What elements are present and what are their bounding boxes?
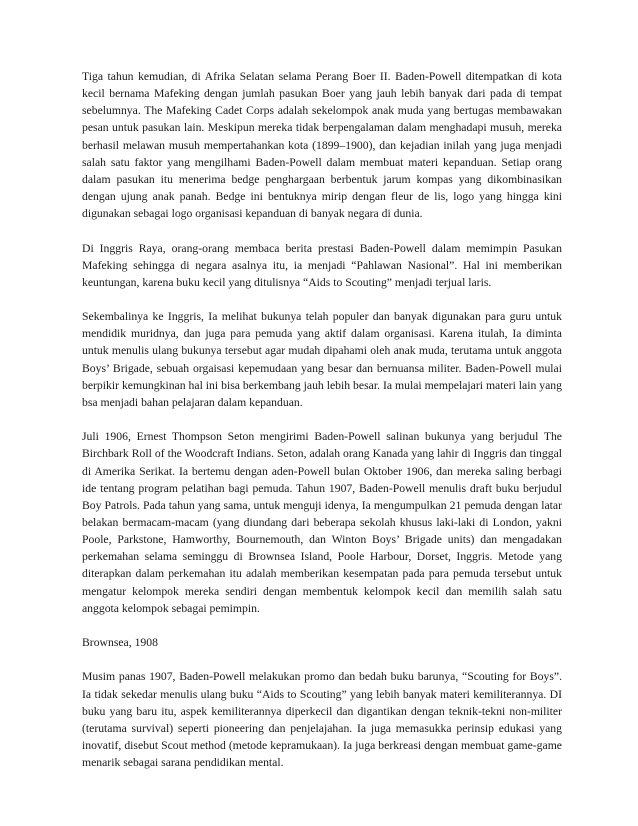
paragraph-return-to-england: Sekembalinya ke Inggris, Ia melihat bukunya telah populer dan banyak digunakan para guru untuk mendidik muridnya, dan juga para pemuda yang aktif dalam organisasi. Karena itulah, Ia diminta untuk menulis ulang bukunya tersebut agar mudah dipahami oleh anak muda, terutama untuk anggota Boys’ Brigade, sebuah orgaisasi kepemudaan yang besar dan bernuansa militer. Baden-Powell mulai berpikir kemungkinan hal ini bisa berkembang jauh lebih besar. Ia mulai mempelajari materi lain yang bsa menjadi bahan pelajaran dalam kepanduan. bbox=[82, 310, 562, 409]
document-page bbox=[82, 68, 562, 788]
paragraph-scouting-for-boys: Musim panas 1907, Baden-Powell melakukan promo dan bedah buku barunya, “Scouting for Boys”. Ia tidak sekedar menulis ulang buku “Aids to Scouting” yang lebih banyak materi kemiliterannya. DI buku yang baru itu, aspek kemiliterannya diperkecil dan digantikan dengan teknik-tekni non-militer (terutama survival) seperti pioneering dan penjelajahan. Ia juga memasukka perinsip edukasi yang inovatif, disebut Scout method (metode kepramukaan). Ia juga berkreasi dengan membuat game-game menarik sebagai sarana pendidikan mental. bbox=[82, 670, 562, 770]
section-heading: Brownsea, 1908 bbox=[82, 636, 158, 650]
paragraph-national-hero: Di Inggris Raya, orang-orang membaca berita prestasi Baden-Powell dalam memimpin Pasukan Mafeking sehingga di negara asalnya itu, ia menjadi “Pahlawan Nasional”. Hal ini memberikan keuntungan, karena buku kecil yang ditulisnya “Aids to Scouting” menjadi terjual laris. bbox=[82, 241, 562, 289]
paragraph-seton-brownsea: Juli 1906, Ernest Thompson Seton mengirimi Baden-Powell salinan bukunya yang berjudul The Birchbark Roll of the Woodcraft Indians. Seton, adalah orang Kanada yang lahir di Inggris dan tinggal di Amerika Serikat. Ia bertemu dengan aden-Powell bulan Oktober 1906, dan mereka saling berbagi ide tentang program pelatihan bagi pemuda. Tahun 1907, Baden-Powell menulis draft buku berjudul Boy Patrols. Pada tahun yang sama, untuk menguji idenya, Ia mengumpulkan 21 pemuda dengan latar belakan bermacam-macam (yang diundang dari beberapa sekolah khusus laki-laki di London, yakni Poole, Parkstone, Hamworthy, Bournemouth, dan Winton Boys’ Brigade units) dan mengadakan perkemahan selama seminggu di Brownsea Island, Poole Harbour, Dorset, Inggris. Metode yang diterapkan dalam perkemahan itu adalah memberikan kesempatan pada para pemuda tersebut untuk mengatur kelompok mereka sendiri dengan membentuk kelompok kecil dan memilih salah satu anggota kelompok sebagai pemimpin. bbox=[82, 430, 562, 615]
paragraph-boer-war: Tiga tahun kemudian, di Afrika Selatan selama Perang Boer II. Baden-Powell ditempatkan di kota kecil bernama Mafeking dengan jumlah pasukan Boer yang jauh lebih banyak dari pada di tempat sebelumnya. The Mafeking Cadet Corps adalah sekelompok anak muda yang bertugas membawakan pesan untuk pasukan lain. Meskipun mereka tidak berpengalaman dalam menghadapi musuh, mereka berhasil melawan musuh mempertahankan kota (1899–1900), dan kejadian inilah yang juga menjadi salah satu faktor yang mengilhami Baden-Powell dalam membuat materi kepanduan. Setiap orang dalam pasukan itu menerima bedge penghargaan berbentuk jarum kompas yang dikombinasikan dengan ujung anak panah. Bedge ini bentuknya mirip dengan fleur de lis, logo yang hingga kini digunakan sebagai logo organisasi kepanduan di banyak negara di dunia. bbox=[82, 70, 562, 221]
